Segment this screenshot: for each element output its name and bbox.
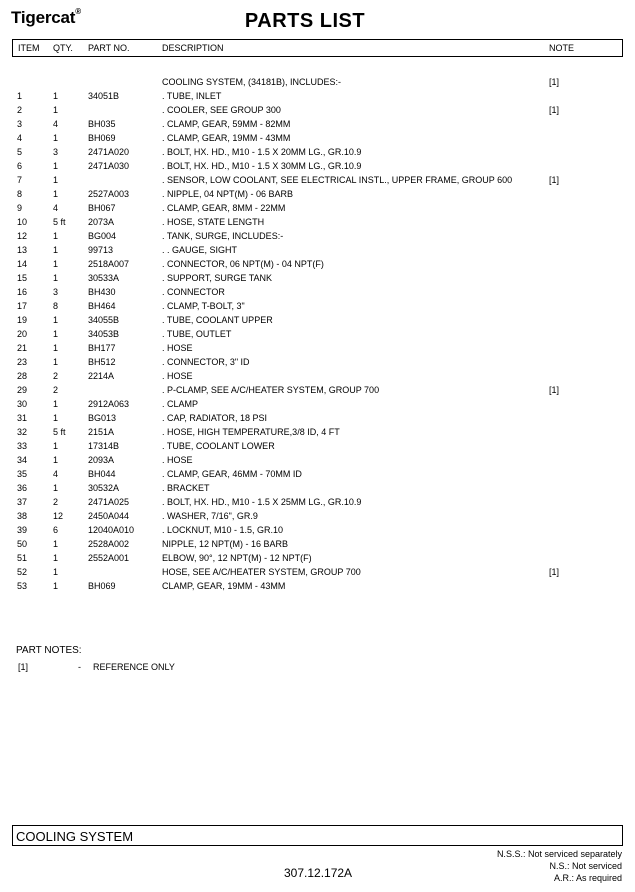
description-cell: . BRACKET: [162, 483, 210, 493]
table-row: [0, 341, 635, 355]
section-title: COOLING SYSTEM: [16, 829, 134, 844]
table-row: [0, 187, 635, 201]
part-no-cell: 2093A: [88, 455, 115, 465]
part-no-cell: BH430: [88, 287, 116, 297]
description-cell: . P-CLAMP, SEE A/C/HEATER SYSTEM, GROUP 700: [162, 385, 380, 395]
table-row: [0, 355, 635, 369]
qty-cell: 3: [53, 287, 59, 297]
item-cell: 7: [17, 175, 23, 185]
legend-ar: A.R.: As required: [553, 873, 622, 883]
table-row: [0, 89, 635, 103]
table-row: [0, 159, 635, 173]
description-cell: . BOLT, HX. HD., M10 - 1.5 X 25MM LG., GR.10.9: [162, 497, 362, 507]
description-cell: . CLAMP: [162, 399, 199, 409]
table-row: [0, 439, 635, 453]
brand-name: Tigercat: [11, 8, 76, 27]
table-row: [0, 411, 635, 425]
page-title: PARTS LIST: [244, 10, 366, 32]
table-row: [0, 453, 635, 467]
item-cell: 17: [17, 301, 28, 311]
part-no-cell: BH069: [88, 133, 116, 143]
item-cell: 28: [17, 371, 28, 381]
part-no-cell: BH044: [88, 469, 116, 479]
description-cell: . WASHER, 7/16", GR.9: [162, 511, 258, 521]
qty-cell: 1: [53, 105, 59, 115]
qty-cell: 1: [53, 539, 59, 549]
part-no-cell: 2912A063: [88, 399, 130, 409]
table-row: [0, 215, 635, 229]
section-footer: [12, 825, 623, 846]
item-cell: 6: [17, 161, 23, 171]
table-row: [0, 257, 635, 271]
legend-ns: N.S.: Not serviced: [549, 861, 622, 871]
table-row: [0, 285, 635, 299]
table-row: [0, 369, 635, 383]
qty-cell: 2: [53, 385, 59, 395]
table-row: [0, 383, 635, 397]
qty-cell: 1: [53, 553, 59, 563]
parts-table-body: [0, 75, 635, 593]
table-row: [0, 523, 635, 537]
description-cell: . CAP, RADIATOR, 18 PSI: [162, 413, 268, 423]
part-note-text: REFERENCE ONLY: [93, 662, 175, 672]
part-no-cell: BH464: [88, 301, 116, 311]
part-no-cell: BH069: [88, 581, 116, 591]
part-no-cell: 2073A: [88, 217, 115, 227]
item-cell: 20: [17, 329, 28, 339]
item-cell: 21: [17, 343, 28, 353]
item-cell: 51: [17, 553, 28, 563]
qty-cell: 1: [53, 441, 59, 451]
description-cell: . HOSE, HIGH TEMPERATURE,3/8 ID, 4 FT: [162, 427, 340, 437]
description-cell: . CLAMP, GEAR, 46MM - 70MM ID: [162, 469, 302, 479]
item-cell: 35: [17, 469, 28, 479]
description-cell: . CONNECTOR: [162, 287, 225, 297]
item-cell: 13: [17, 245, 28, 255]
part-notes-title: PART NOTES:: [16, 645, 82, 656]
part-no-cell: BH035: [88, 119, 116, 129]
qty-cell: 1: [53, 273, 59, 283]
qty-cell: 1: [53, 343, 59, 353]
table-row: [0, 537, 635, 551]
qty-cell: 12: [53, 511, 64, 521]
item-cell: 8: [17, 189, 23, 199]
qty-cell: 1: [53, 91, 59, 101]
description-cell: . COOLER, SEE GROUP 300: [162, 105, 281, 115]
part-no-cell: 99713: [88, 245, 114, 255]
item-cell: 23: [17, 357, 28, 367]
qty-cell: 1: [53, 315, 59, 325]
qty-cell: 1: [53, 329, 59, 339]
item-cell: 39: [17, 525, 28, 535]
description-cell: . TUBE, COOLANT LOWER: [162, 441, 275, 451]
part-no-cell: 30532A: [88, 483, 120, 493]
part-no-cell: BH512: [88, 357, 116, 367]
description-cell: HOSE, SEE A/C/HEATER SYSTEM, GROUP 700: [162, 567, 361, 577]
item-cell: 52: [17, 567, 28, 577]
legend-nss: N.S.S.: Not serviced separately: [496, 849, 622, 859]
table-row: [0, 495, 635, 509]
table-row: [0, 173, 635, 187]
item-cell: 34: [17, 455, 28, 465]
description-cell: . SUPPORT, SURGE TANK: [162, 273, 273, 283]
note-cell: [1]: [549, 385, 560, 395]
qty-cell: 1: [53, 175, 59, 185]
item-cell: 29: [17, 385, 28, 395]
qty-cell: 5 ft: [53, 427, 66, 437]
table-row: [0, 481, 635, 495]
description-cell: . CLAMP, GEAR, 19MM - 43MM: [162, 133, 291, 143]
qty-cell: 1: [53, 357, 59, 367]
note-cell: [1]: [549, 105, 560, 115]
qty-cell: 1: [53, 399, 59, 409]
part-no-cell: 34051B: [88, 91, 120, 101]
note-cell: [1]: [549, 567, 560, 577]
table-row: [0, 327, 635, 341]
registered-mark: ®: [75, 7, 81, 16]
part-no-cell: 2151A: [88, 427, 115, 437]
table-row: [0, 313, 635, 327]
table-row: [0, 117, 635, 131]
description-cell: . . GAUGE, SIGHT: [162, 245, 238, 255]
header-part-no: PART NO.: [88, 43, 130, 53]
qty-cell: 1: [53, 483, 59, 493]
table-row: [0, 103, 635, 117]
description-cell: . CONNECTOR, 06 NPT(M) - 04 NPT(F): [162, 259, 324, 269]
header-item: ITEM: [18, 43, 40, 53]
qty-cell: 5 ft: [53, 217, 66, 227]
part-no-cell: 2527A003: [88, 189, 130, 199]
table-row: [0, 75, 635, 89]
part-no-cell: 2552A001: [88, 553, 130, 563]
part-no-cell: 12040A010: [88, 525, 135, 535]
item-cell: 12: [17, 231, 28, 241]
item-cell: 53: [17, 581, 28, 591]
table-row: [0, 565, 635, 579]
part-no-cell: 30533A: [88, 273, 120, 283]
description-cell: . TUBE, OUTLET: [162, 329, 232, 339]
item-cell: 19: [17, 315, 28, 325]
qty-cell: 1: [53, 567, 59, 577]
item-cell: 31: [17, 413, 28, 423]
part-no-cell: 2518A007: [88, 259, 130, 269]
note-cell: [1]: [549, 175, 560, 185]
item-cell: 16: [17, 287, 28, 297]
part-no-cell: 2471A020: [88, 147, 130, 157]
description-cell: . CLAMP, T-BOLT, 3": [162, 301, 245, 311]
part-no-cell: 2528A002: [88, 539, 130, 549]
qty-cell: 1: [53, 231, 59, 241]
item-cell: 4: [17, 133, 23, 143]
qty-cell: 2: [53, 497, 59, 507]
qty-cell: 4: [53, 469, 59, 479]
description-cell: . HOSE, STATE LENGTH: [162, 217, 265, 227]
part-no-cell: BG013: [88, 413, 117, 423]
table-row: [0, 145, 635, 159]
part-no-cell: BG004: [88, 231, 117, 241]
description-cell: NIPPLE, 12 NPT(M) - 16 BARB: [162, 539, 289, 549]
description-cell: . BOLT, HX. HD., M10 - 1.5 X 30MM LG., GR.10.9: [162, 161, 362, 171]
description-cell: . TANK, SURGE, INCLUDES:-: [162, 231, 284, 241]
item-cell: 14: [17, 259, 28, 269]
header-description: DESCRIPTION: [162, 43, 224, 53]
item-cell: 1: [17, 91, 23, 101]
item-cell: 3: [17, 119, 23, 129]
description-cell: . TUBE, INLET: [162, 91, 222, 101]
description-cell: ELBOW, 90°, 12 NPT(M) - 12 NPT(F): [162, 553, 312, 563]
part-no-cell: BH177: [88, 343, 116, 353]
item-cell: 50: [17, 539, 28, 549]
table-header: [12, 39, 623, 57]
qty-cell: 1: [53, 245, 59, 255]
qty-cell: 1: [53, 189, 59, 199]
table-row: [0, 509, 635, 523]
item-cell: 10: [17, 217, 28, 227]
table-row: [0, 229, 635, 243]
qty-cell: 4: [53, 203, 59, 213]
part-note-dash: -: [78, 662, 81, 672]
description-cell: . CLAMP, GEAR, 59MM - 82MM: [162, 119, 291, 129]
description-cell: . HOSE: [162, 343, 193, 353]
qty-cell: 1: [53, 259, 59, 269]
item-cell: 33: [17, 441, 28, 451]
document-number: 307.12.172A: [284, 866, 353, 880]
part-note-ref: [1]: [18, 662, 29, 672]
table-row: [0, 271, 635, 285]
qty-cell: 1: [53, 133, 59, 143]
part-no-cell: 2450A044: [88, 511, 130, 521]
part-no-cell: 2471A025: [88, 497, 130, 507]
description-cell: . LOCKNUT, M10 - 1.5, GR.10: [162, 525, 284, 535]
qty-cell: 3: [53, 147, 59, 157]
description-cell: . BOLT, HX. HD., M10 - 1.5 X 20MM LG., GR.10.9: [162, 147, 362, 157]
table-row: [0, 131, 635, 145]
table-row: [0, 299, 635, 313]
qty-cell: 4: [53, 119, 59, 129]
table-row: [0, 243, 635, 257]
qty-cell: 1: [53, 581, 59, 591]
item-cell: 30: [17, 399, 28, 409]
qty-cell: 6: [53, 525, 59, 535]
note-cell: [1]: [549, 77, 560, 87]
qty-cell: 1: [53, 413, 59, 423]
item-cell: 5: [17, 147, 23, 157]
part-no-cell: BH067: [88, 203, 116, 213]
item-cell: 9: [17, 203, 23, 213]
part-no-cell: 34055B: [88, 315, 120, 325]
header-note: NOTE: [549, 43, 575, 53]
qty-cell: 1: [53, 455, 59, 465]
table-row: [0, 467, 635, 481]
table-row: [0, 201, 635, 215]
table-row: [0, 579, 635, 593]
description-cell: COOLING SYSTEM, (34181B), INCLUDES:-: [162, 77, 342, 87]
part-no-cell: 2471A030: [88, 161, 130, 171]
description-cell: . NIPPLE, 04 NPT(M) - 06 BARB: [162, 189, 294, 199]
item-cell: 38: [17, 511, 28, 521]
description-cell: . HOSE: [162, 371, 193, 381]
description-cell: . TUBE, COOLANT UPPER: [162, 315, 273, 325]
item-cell: 32: [17, 427, 28, 437]
item-cell: 37: [17, 497, 28, 507]
table-row: [0, 551, 635, 565]
part-no-cell: 17314B: [88, 441, 120, 451]
header-qty: QTY.: [53, 43, 73, 53]
description-cell: . CONNECTOR, 3" ID: [162, 357, 250, 367]
item-cell: 15: [17, 273, 28, 283]
description-cell: CLAMP, GEAR, 19MM - 43MM: [162, 581, 286, 591]
description-cell: . HOSE: [162, 455, 193, 465]
description-cell: . CLAMP, GEAR, 8MM - 22MM: [162, 203, 286, 213]
item-cell: 36: [17, 483, 28, 493]
part-no-cell: 34053B: [88, 329, 120, 339]
table-row: [0, 397, 635, 411]
qty-cell: 2: [53, 371, 59, 381]
part-no-cell: 2214A: [88, 371, 115, 381]
qty-cell: 8: [53, 301, 59, 311]
item-cell: 2: [17, 105, 23, 115]
qty-cell: 1: [53, 161, 59, 171]
table-row: [0, 425, 635, 439]
description-cell: . SENSOR, LOW COOLANT, SEE ELECTRICAL INSTL., UPPER FRAME, GROUP 600: [162, 175, 513, 185]
